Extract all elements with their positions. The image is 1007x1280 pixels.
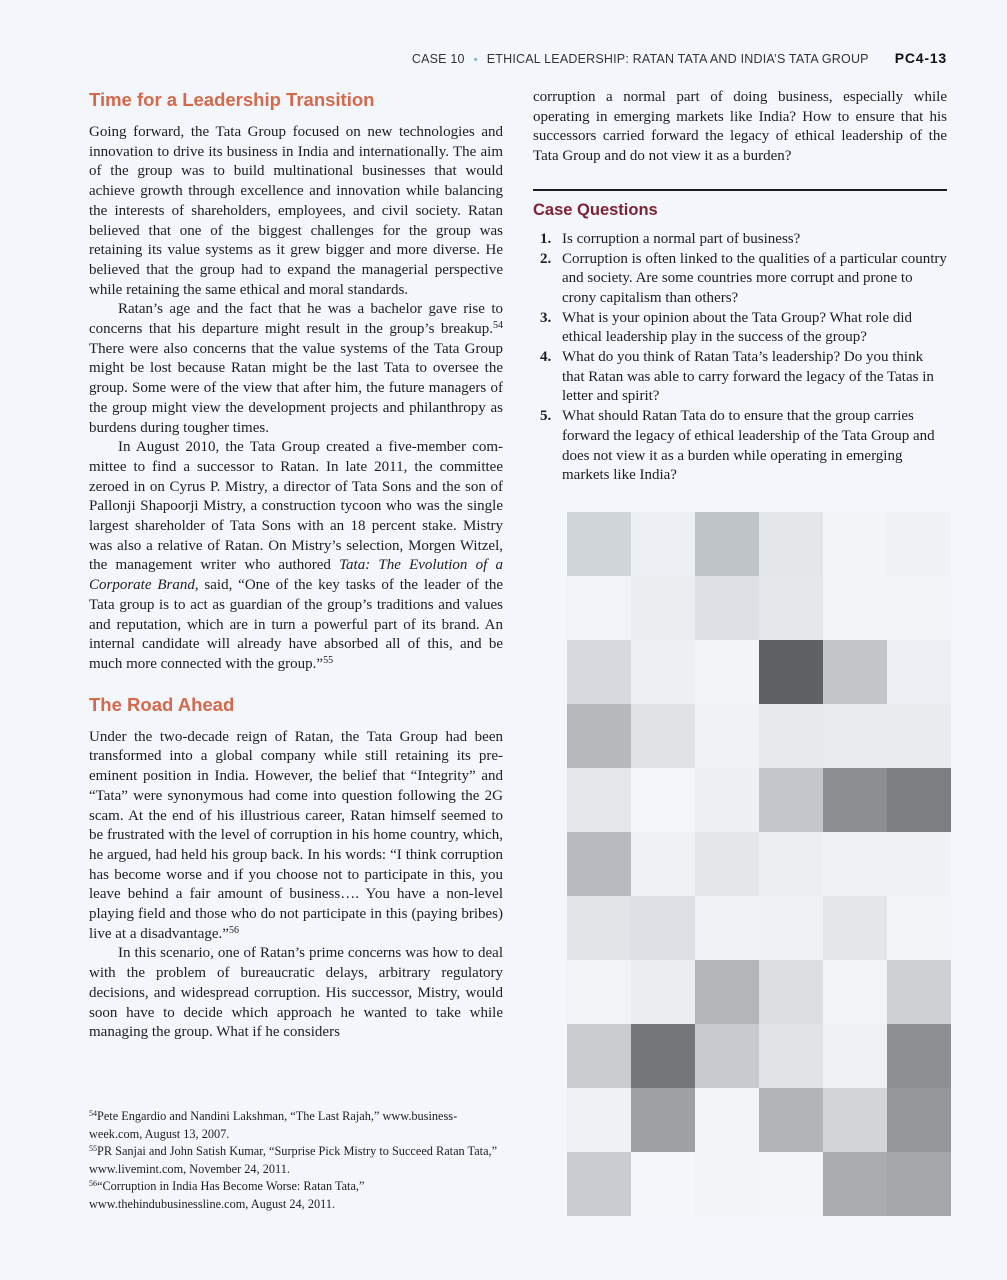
question-text: What is your opinion about the Tata Group? What role did ethical leadership play in the success of the group? <box>562 309 912 346</box>
footnote-number: 55 <box>89 1144 97 1153</box>
section-heading-road-ahead: The Road Ahead <box>89 693 235 715</box>
paragraph <box>89 728 503 945</box>
paragraph-text: , said, “One of the key tasks of the leader of the Tata group is to act as guardian of the group’s traditions and values and reputation, which are in turn a powerful part of its brand. An internal candidate will already have absorbed all of this, and be much more connected with the group.” <box>89 577 503 672</box>
mosaic-cell <box>567 640 631 704</box>
mosaic-cell <box>759 640 823 704</box>
mosaic-cell <box>631 512 695 576</box>
mosaic-cell <box>567 1088 631 1152</box>
mosaic-cell <box>823 1152 887 1216</box>
paragraph-text: Under the two-decade reign of Ratan, the Tata Group had been transformed into a global company while still retaining its preeminent position in India. However, the belief that “Integrity” and “Tata” were synonymous had come into question following the 2G scam. At the end of his illustrious career, Ratan himself seemed to be frustrated with the level of corruption in his home country, which, he argued, had held his group back. In his words: “I think corruption has become worse and if you choose not to participate in this, you leave behind a fair amount of business…. You have a non-level playing field and those who do not participate in this (paying bribes) live at a disadvantage.” <box>89 728 503 942</box>
mosaic-cell <box>567 896 631 960</box>
mosaic-cell <box>695 1024 759 1088</box>
mosaic-cell <box>567 832 631 896</box>
paragraph <box>89 438 503 674</box>
mosaic-cell <box>695 704 759 768</box>
mosaic-cell <box>759 576 823 640</box>
mosaic-cell <box>823 512 887 576</box>
mosaic-cell <box>887 896 951 960</box>
question-number: 5. <box>540 408 552 425</box>
mosaic-cell <box>695 1088 759 1152</box>
question-item <box>533 309 947 348</box>
mosaic-cell <box>631 1152 695 1216</box>
question-item <box>533 348 947 407</box>
question-number: 1. <box>540 230 552 247</box>
mosaic-cell <box>759 768 823 832</box>
mosaic-cell <box>567 512 631 576</box>
mosaic-cell <box>695 576 759 640</box>
mosaic-cell <box>567 704 631 768</box>
mosaic-cell <box>567 1024 631 1088</box>
mosaic-cell <box>759 512 823 576</box>
right-column <box>533 88 947 486</box>
mosaic-cell <box>631 896 695 960</box>
mosaic-cell <box>695 960 759 1024</box>
mosaic-cell <box>567 1152 631 1216</box>
mosaic-cell <box>759 1088 823 1152</box>
mosaic-cell <box>823 576 887 640</box>
footnote <box>89 1108 503 1143</box>
case-questions-heading: Case Questions <box>533 200 658 219</box>
mosaic-cell <box>759 896 823 960</box>
footnote-ref[interactable]: 55 <box>323 654 334 666</box>
mosaic-cell <box>631 704 695 768</box>
footnote-text: “Corruption in India Has Become Worse: Ratan Tata,” www.thehindubusinessline.com, August 24, 2011. <box>89 1179 365 1211</box>
question-text: What should Ratan Tata do to ensure that the group carries forward the legacy of ethical leadership of the Tata Group and does not view it as a burden while operating in emerging markets like India? <box>562 408 935 484</box>
question-item <box>533 250 947 309</box>
footnotes <box>89 1108 503 1213</box>
mosaic-cell <box>887 768 951 832</box>
case-number: CASE 10 <box>411 52 465 66</box>
paragraph-text: Ratan’s age and the fact that he was a bachelor gave rise to concerns that his departure might result in the group’s breakup. <box>89 301 503 338</box>
mosaic-cell <box>823 1088 887 1152</box>
section-divider <box>533 189 947 191</box>
mosaic-cell <box>759 1152 823 1216</box>
paragraph <box>89 300 503 438</box>
footnote-ref[interactable]: 54 <box>493 320 503 332</box>
footnote-text: Pete Engardio and Nandini Lakshman, “The Last Rajah,” www.business-week.com, August 13, 2007. <box>89 1109 458 1141</box>
footnote-ref[interactable]: 56 <box>228 924 239 936</box>
mosaic-cell <box>887 832 951 896</box>
mosaic-cell <box>567 576 631 640</box>
question-number: 4. <box>540 349 552 366</box>
mosaic-cell <box>567 768 631 832</box>
footnote-number: 54 <box>89 1109 97 1118</box>
mosaic-cell <box>695 768 759 832</box>
mosaic-cell <box>887 1088 951 1152</box>
mosaic-cell <box>887 1152 951 1216</box>
pixelated-image-placeholder <box>567 512 951 1216</box>
footnote-number: 56 <box>89 1179 97 1188</box>
paragraph-text: There were also concerns that the value systems of the Tata Group might be lost because Ratan might be the last Tata to oversee the group. Some were of the view that after him, the future managers of the group might view the development projects and philanthropy as burdens during tougher times. <box>89 340 503 436</box>
running-header <box>0 50 947 66</box>
mosaic-cell <box>631 768 695 832</box>
mosaic-cell <box>695 640 759 704</box>
mosaic-cell <box>631 960 695 1024</box>
footnote <box>89 1143 503 1178</box>
paragraph-continued: corruption a normal part of doing business, especially while operating in emerging markets like India? How to ensure that his successors carried forward the legacy of ethical leadership of the Tata Group and do not view it as a burden? <box>533 89 947 165</box>
mosaic-cell <box>759 1024 823 1088</box>
mosaic-cell <box>567 960 631 1024</box>
footnote-text: PR Sanjai and John Satish Kumar, “Surprise Pick Mistry to Succeed Ratan Tata,” www.livemint.com, November 24, 2011. <box>89 1144 498 1176</box>
question-number: 3. <box>540 309 552 326</box>
mosaic-cell <box>887 1024 951 1088</box>
paragraph: Going forward, the Tata Group focused on new technologies and innovation to drive its business in India and internationally. The aim of the group was to build multinational businesses that would achieve growth through excellence and innovation while balancing the interests of shareholders, employees, and civil society. Ratan believed that one of the biggest challenges for the group was retaining its value systems as it grew bigger and more diverse. He believed that the group had to expand the managerial perspective while retaining the same ethical and moral standards. <box>89 124 503 298</box>
paragraph-text: In August 2010, the Tata Group created a five-member committee to find a successor to Ratan. In late 2011, the committee zeroed in on Cyrus P. Mistry, a director of Tata Sons and the son of Pallonji Shapoorji Mistry, a construction tycoon who was the single largest shareholder of Tata Sons with an 18 percent stake. Mistry was also a relative of Ratan. On Mistry’s selection, Morgen Witzel, the management writer who authored <box>89 439 503 574</box>
mosaic-cell <box>631 832 695 896</box>
paragraph: In this scenario, one of Ratan’s prime concerns was how to deal with the problem of bureaucratic delays, arbitrary regulatory decisions, and widespread corruption. His successor, Mistry, would soon have to decide which approach he wanted to take while managing the group. What if he considers <box>89 945 503 1041</box>
header-dot-separator: • <box>473 54 478 66</box>
page-number: PC4-13 <box>894 50 947 66</box>
question-text: What do you think of Ratan Tata’s leadership? Do you think that Ratan was able to carry forward the legacy of the Tatas in letter and spirit? <box>562 349 934 405</box>
case-title: ETHICAL LEADERSHIP: RATAN TATA AND INDIA’S TATA GROUP <box>486 52 869 66</box>
question-text: Is corruption a normal part of business? <box>562 230 801 247</box>
mosaic-cell <box>759 832 823 896</box>
mosaic-cell <box>695 896 759 960</box>
mosaic-cell <box>887 704 951 768</box>
question-item <box>533 407 947 486</box>
mosaic-cell <box>823 768 887 832</box>
mosaic-cell <box>887 576 951 640</box>
mosaic-cell <box>631 1088 695 1152</box>
mosaic-cell <box>631 576 695 640</box>
mosaic-cell <box>823 704 887 768</box>
mosaic-cell <box>695 1152 759 1216</box>
question-number: 2. <box>540 250 552 267</box>
mosaic-cell <box>631 640 695 704</box>
mosaic-cell <box>823 640 887 704</box>
section-heading-transition: Time for a Leadership Transition <box>89 89 375 110</box>
mosaic-cell <box>823 960 887 1024</box>
question-text: Corruption is often linked to the qualities of a particular country and society. Are some countries more corrupt and prone to crony capitalism than others? <box>562 250 947 306</box>
mosaic-cell <box>695 832 759 896</box>
left-column <box>89 88 503 1043</box>
mosaic-cell <box>823 1024 887 1088</box>
mosaic-cell <box>887 512 951 576</box>
footnote <box>89 1178 503 1213</box>
case-questions-list <box>533 230 947 486</box>
mosaic-cell <box>823 896 887 960</box>
mosaic-cell <box>759 704 823 768</box>
mosaic-cell <box>887 640 951 704</box>
question-item <box>533 230 947 250</box>
mosaic-cell <box>759 960 823 1024</box>
mosaic-cell <box>823 832 887 896</box>
book-title: Tata: The Evolution of a Corporate Brand <box>89 557 503 594</box>
mosaic-cell <box>631 1024 695 1088</box>
mosaic-cell <box>887 960 951 1024</box>
mosaic-cell <box>695 512 759 576</box>
